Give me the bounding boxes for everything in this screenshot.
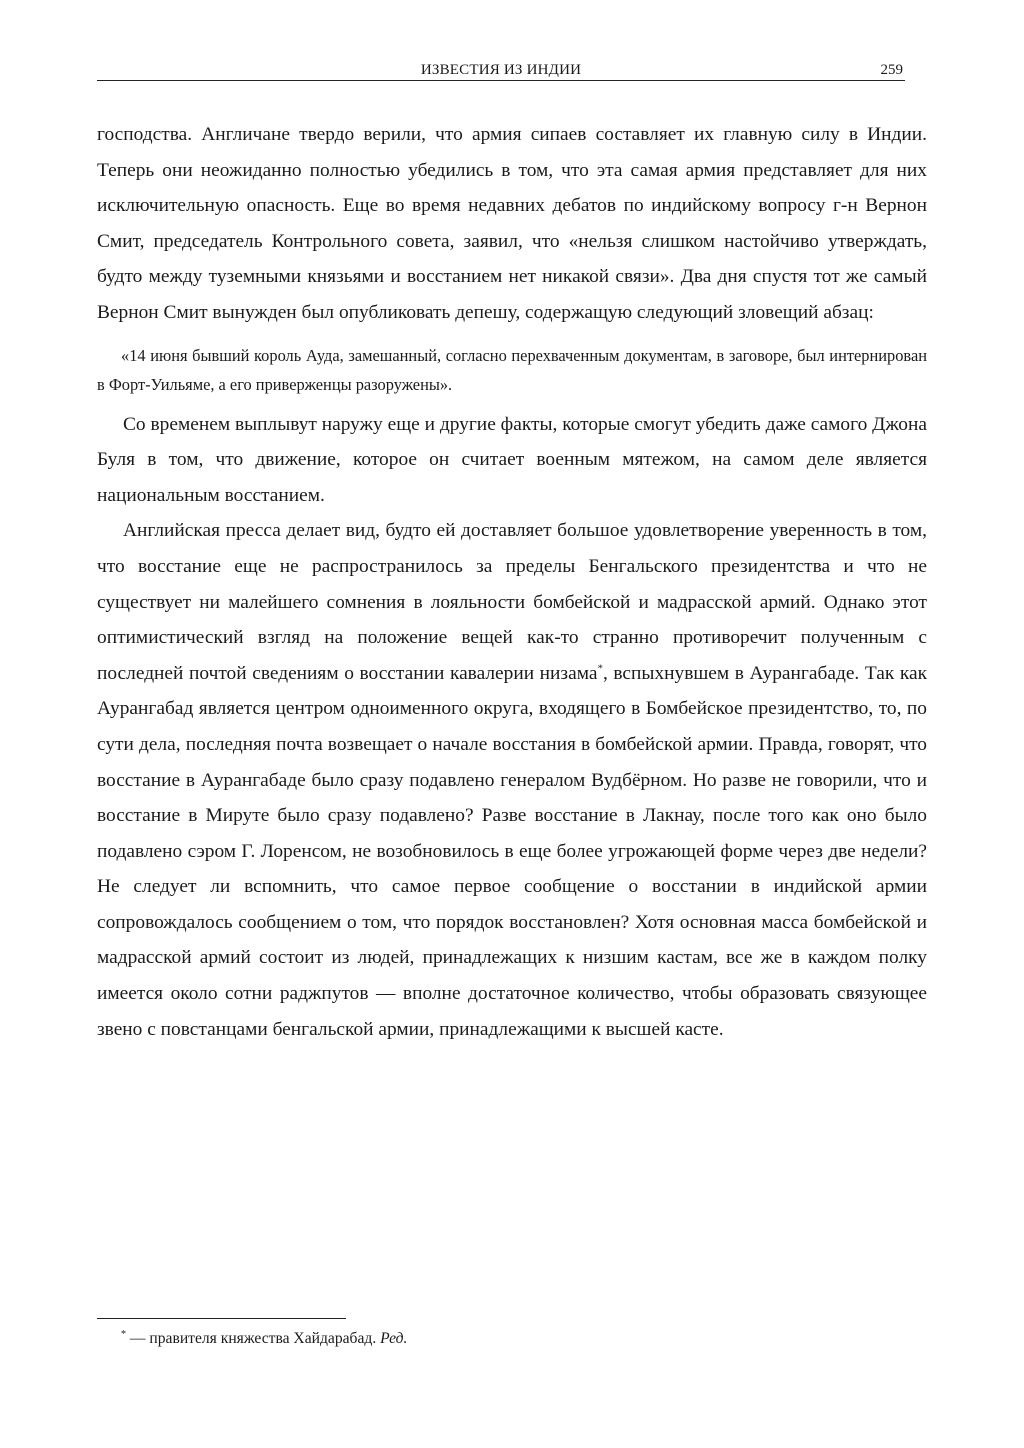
paragraph-2: Со временем выплывут наружу еще и другие факты, которые смогут убедить даже самого Джона Буля в том, что движение, которое он считает военным мятежом, на самом деле является национальным восстанием. — [97, 413, 927, 506]
paragraph-1: господства. Англичане твердо верили, что армия сипаев составляет их главную силу в Индии. Теперь они неожиданно полностью убедились в том, что эта самая армия представляет для них исключительную опасность. Еще во время недавних дебатов по индийскому вопросу г-н Вернон Смит, председатель Контрольного совета, заявил, что «нельзя слишком настойчиво утверждать, будто между туземными князьями и восстанием нет никакой связи». Два дня спустя тот же самый Вернон Смит вынужден был опубликовать депешу, содержащую следующий зловещий абзац: — [97, 124, 927, 323]
running-head — [97, 60, 905, 81]
footnote-reference[interactable]: * — [597, 662, 603, 675]
block-quote: «14 июня бывший король Ауда, замешанный, согласно перехваченным документам, в заговоре, был интернирован в Форт-Уильяме, а его приверженцы разоружены». — [97, 345, 927, 394]
footnote-divider — [97, 1318, 346, 1319]
paragraph-3-text-after: , вспыхнувшем в Аурангабаде. Так как Аурангабад является центром одноименного округа, входящего в Бомбейское президентство, то, по сути дела, последняя почта возвещает о начале восстания в бомбейской армии. Правда, говорят, что восстание в Аурангабаде было сразу подавлено генералом Вудбёрном. Но разве не говорили, что и восстание в Мируте было сразу подавлено? Разве восстание в Лакнау, после того как оно было подавлено сэром Г. Лоренсом, не возобновилось в еще более угрожающей форме через две недели? Не следует ли вспомнить, что самое первое сообщение о восстании в индийской армии сопровождалось сообщением о том, что порядок восстановлен? Хотя основная масса бомбейской и мадрасской армий состоит из людей, принадлежащих к низшим кастам, все же в каждом полку имеется около сотни раджпутов — вполне достаточное количество, чтобы образовать связующее звено с повстанцами бенгальской армии, принадлежащими к высшей касте. — [97, 662, 927, 1040]
footnote — [121, 1327, 821, 1351]
running-head-title: ИЗВЕСТИЯ ИЗ ИНДИИ — [420, 62, 582, 78]
page-number: 259 — [880, 62, 903, 78]
footnote-mark: * — [121, 1328, 126, 1340]
paragraph-3 — [97, 513, 927, 1047]
main-text — [97, 117, 927, 1047]
footnote-editor-note: Ред. — [380, 1330, 408, 1347]
paragraph-3-text-before: Английская пресса делает вид, будто ей доставляет большое удовлетворение уверенность в том, что восстание еще не распространилось за пределы Бенгальского президентства и что не существует ни малейшего сомнения в лояльности бомбейской и мадрасской армий. Однако этот оптимистический взгляд на положение вещей как-то странно противоречит полученным с последней почтой сведениям о восстании кавалерии низама — [97, 520, 927, 684]
footnote-text: — правителя княжества Хайдарабад. — [126, 1330, 381, 1347]
